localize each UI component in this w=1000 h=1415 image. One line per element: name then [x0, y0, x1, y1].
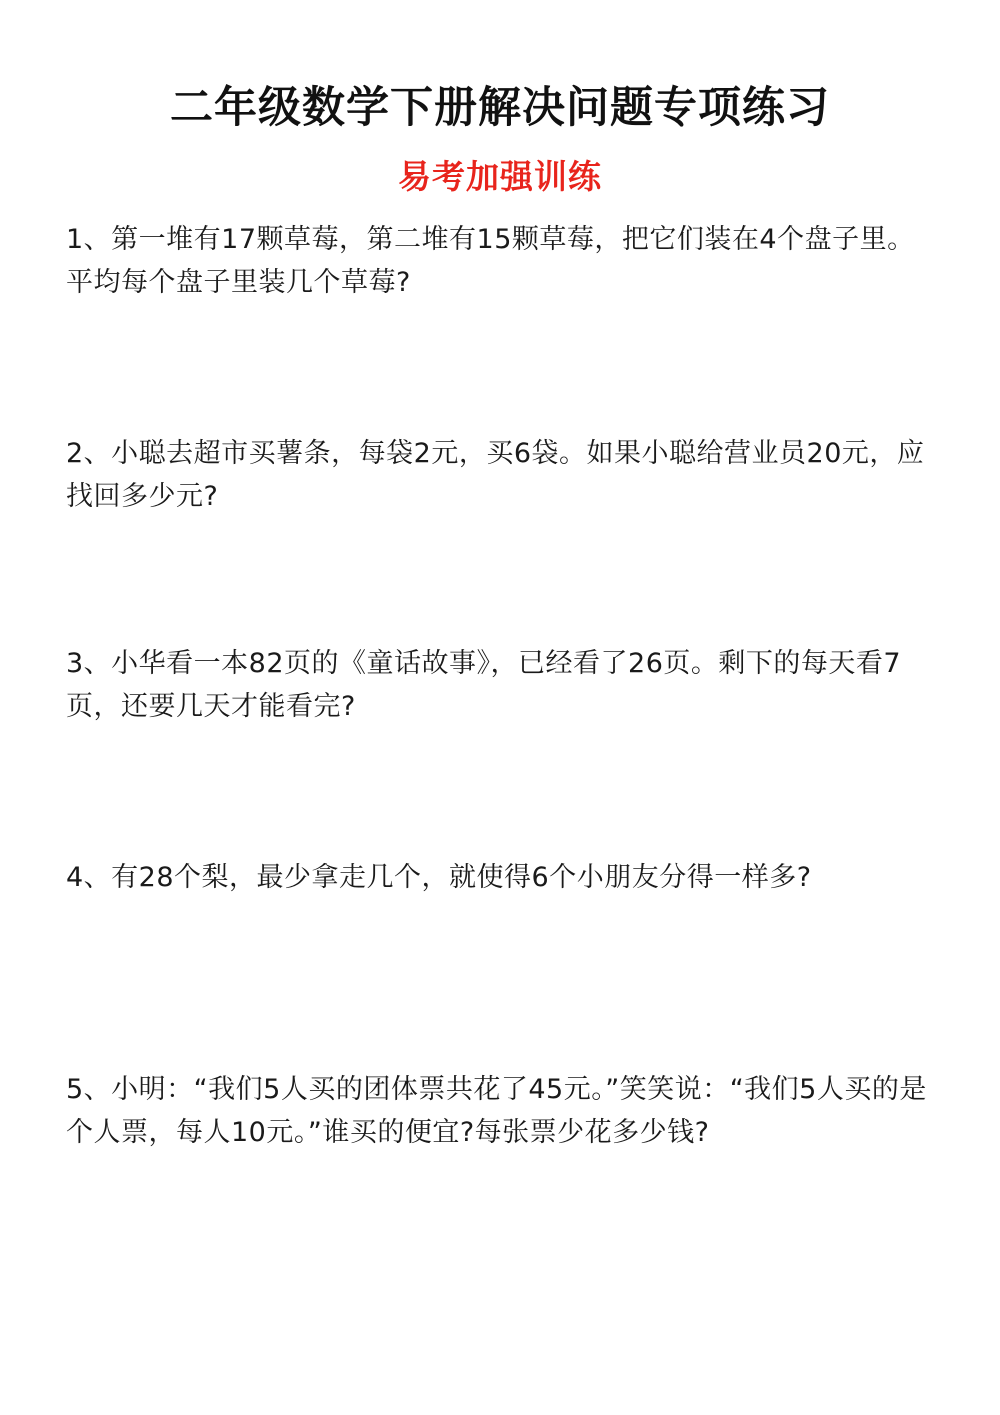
page-title: 二年级数学下册解决问题专项练习: [170, 83, 830, 133]
question-5: 5、小明：“我们5人买的团体票共花了45元。”笑笑说：“我们5人买的是个人票，每人10元。”谁买的便宜?每张票少花多少钱?: [66, 1074, 927, 1148]
question-4: 4、有28个梨，最少拿走几个，就使得6个小朋友分得一样多?: [66, 862, 812, 893]
page-subtitle: 易考加强训练: [398, 157, 602, 196]
question-3: 3、小华看一本82页的《童话故事》，已经看了26页。剩下的每天看7页，还要几天才能看完?: [66, 648, 902, 722]
question-1: 1、第一堆有17颗草莓，第二堆有15颗草莓，把它们装在4个盘子里。平均每个盘子里装几个草莓?: [66, 224, 915, 298]
question-2: 2、小聪去超市买薯条，每袋2元，买6袋。如果小聪给营业员20元，应找回多少元?: [66, 438, 925, 512]
